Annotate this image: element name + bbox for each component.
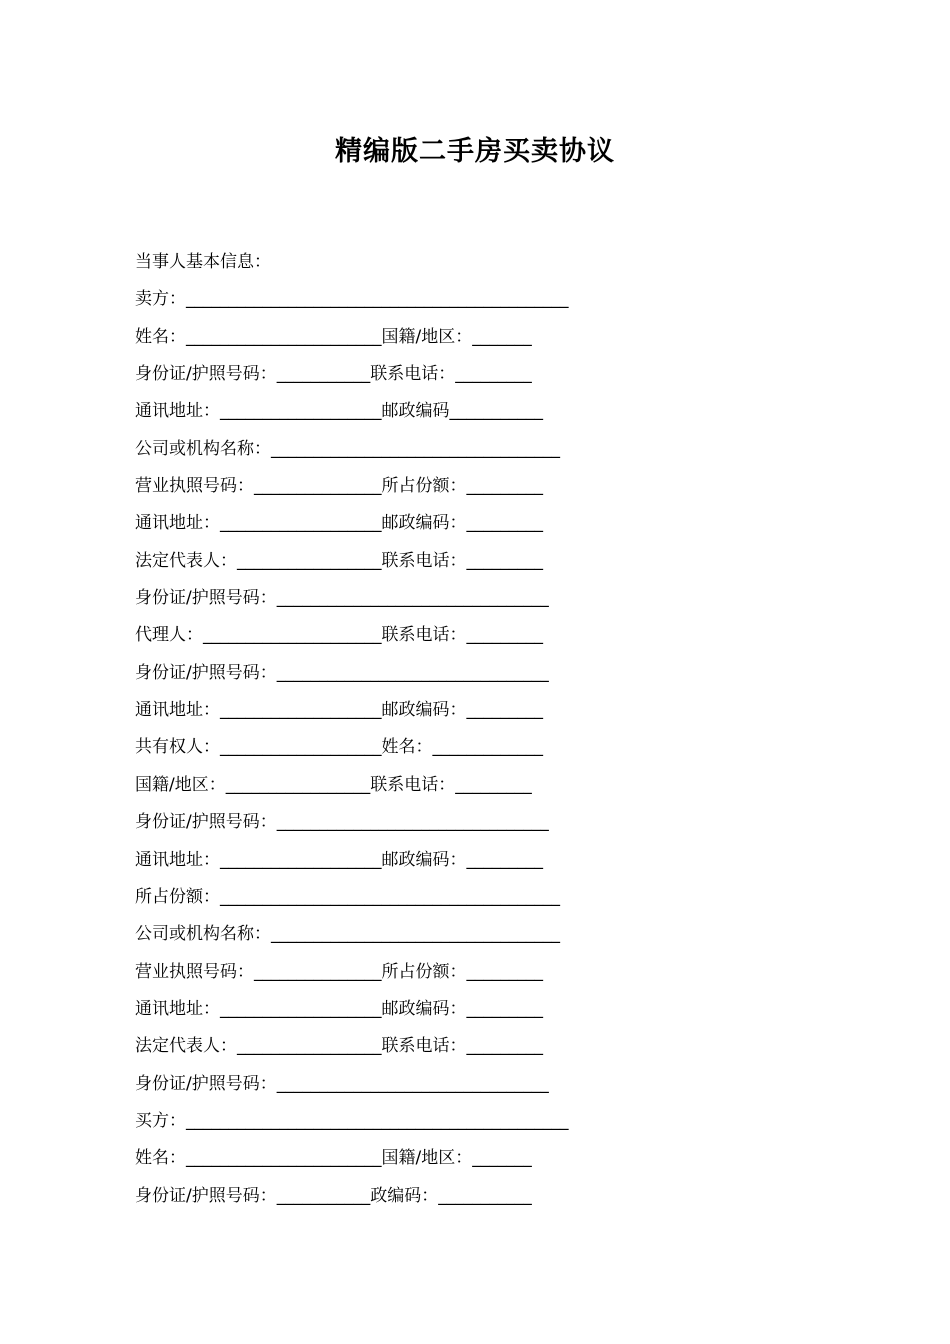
form-line: 身份证/护照号码：___________政编码：___________ [135, 1185, 532, 1206]
form-line: 营业执照号码：_______________所占份额：_________ [135, 476, 543, 497]
form-line: 身份证/护照号码：________________________________ [135, 1073, 549, 1094]
form-line: 公司或机构名称：__________________________________ [135, 438, 560, 459]
form-line: 姓名：_______________________国籍/地区：_______ [135, 1148, 532, 1169]
section-heading: 当事人基本信息： [135, 252, 271, 272]
form-line: 公司或机构名称：__________________________________ [135, 924, 560, 945]
form-line: 通讯地址：___________________邮政编码___________ [135, 401, 543, 422]
form-line: 国籍/地区：_________________联系电话：_________ [135, 774, 532, 795]
form-line: 法定代表人：_________________联系电话：_________ [135, 550, 543, 571]
form-line: 共有权人：___________________姓名：_____________ [135, 737, 543, 758]
form-line: 通讯地址：___________________邮政编码：_________ [135, 513, 543, 534]
document-title: 精编版二手房买卖协议 [335, 136, 615, 167]
form-line: 所占份额：________________________________________ [135, 886, 560, 907]
form-line: 通讯地址：___________________邮政编码：_________ [135, 998, 543, 1019]
form-line: 身份证/护照号码：___________联系电话：_________ [135, 364, 532, 385]
form-line-buyer: 买方：_____________________________________________ [135, 1110, 569, 1131]
form-line: 身份证/护照号码：________________________________ [135, 588, 549, 609]
form-line-seller: 卖方：_____________________________________________ [135, 289, 569, 310]
form-line: 姓名：_______________________国籍/地区：_______ [135, 326, 532, 347]
form-line: 营业执照号码：_______________所占份额：_________ [135, 961, 543, 982]
form-line: 身份证/护照号码：________________________________ [135, 662, 549, 683]
form-lines [135, 244, 635, 1215]
form-line: 通讯地址：___________________邮政编码：_________ [135, 849, 543, 870]
form-line: 代理人：_____________________联系电话：_________ [135, 625, 543, 646]
form-line: 法定代表人：_________________联系电话：_________ [135, 1036, 543, 1057]
form-line: 通讯地址：___________________邮政编码：_________ [135, 700, 543, 721]
form-line: 身份证/护照号码：________________________________ [135, 812, 549, 833]
